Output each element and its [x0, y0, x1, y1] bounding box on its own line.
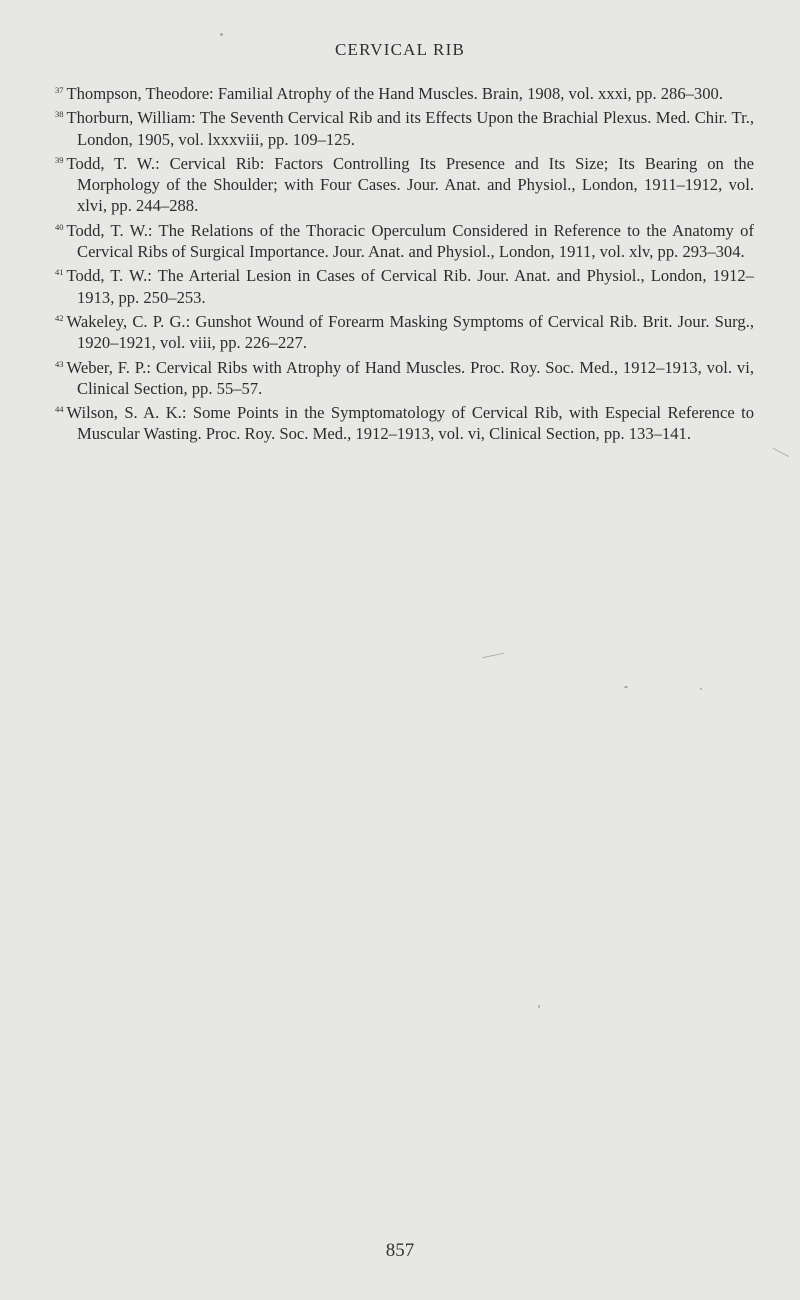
scan-scratch: [773, 448, 789, 457]
reference-text: Todd, T. W.: The Arterial Lesion in Cases of Cervical Rib. Jour. Anat. and Physiol., London, 1912–1913, pp. 250–253.: [66, 266, 754, 307]
reference-item: [44, 399, 754, 445]
reference-number: 41: [55, 267, 64, 278]
reference-number: 40: [55, 221, 64, 232]
reference-number: 37: [55, 85, 64, 95]
scan-speck: [220, 33, 223, 36]
reference-text: Wilson, S. A. K.: Some Points in the Symptomatology of Cervical Rib, with Especial Reference to Muscular Wasting. Proc. Roy. Soc. Med., 1912–1913, vol. vi, Clinical Section, pp. 133–141.: [66, 403, 754, 444]
reference-item: [44, 104, 754, 150]
reference-number: 43: [55, 358, 64, 369]
reference-number: 44: [55, 404, 64, 415]
reference-text: Thorburn, William: The Seventh Cervical Rib and its Effects Upon the Brachial Plexus. Med. Chir. Tr., London, 1905, vol. lxxxviii, pp. 109–125.: [66, 108, 754, 149]
scan-speck: [538, 1005, 540, 1008]
reference-text: Todd, T. W.: The Relations of the Thoracic Operculum Considered in Reference to the Anatomy of Cervical Ribs of Surgical Importance. Jour. Anat. and Physiol., London, 1911, vol. xlv, pp. 293–304.: [66, 220, 754, 262]
reference-number: 39: [55, 154, 64, 165]
reference-item: [44, 354, 754, 400]
reference-text: Thompson, Theodore: Familial Atrophy of the Hand Muscles. Brain, 1908, vol. xxxi, pp. 286–300.: [66, 84, 723, 103]
reference-item: [44, 308, 754, 354]
scan-scratch: [482, 653, 504, 659]
reference-text: Todd, T. W.: Cervical Rib: Factors Controlling Its Presence and Its Size; Its Bearing on the Morphology of the Shoulder; with Four Cases. Jour. Anat. and Physiol., London, 1911–1912, vol. xlvi, pp. 244–288.: [66, 153, 754, 216]
scan-speck: [624, 686, 628, 688]
reference-text: Wakeley, C. P. G.: Gunshot Wound of Forearm Masking Symptoms of Cervical Rib. Brit. Jour. Surg., 1920–1921, vol. viii, pp. 226–227.: [66, 311, 754, 353]
reference-item: [44, 80, 754, 104]
reference-item: [44, 217, 754, 263]
scan-speck: [700, 688, 702, 690]
reference-number: 38: [55, 109, 64, 120]
reference-list: [44, 80, 754, 445]
page-number: 857: [385, 1240, 415, 1261]
reference-number: 42: [55, 312, 64, 323]
reference-text: Weber, F. P.: Cervical Ribs with Atrophy of Hand Muscles. Proc. Roy. Soc. Med., 1912–1913, vol. vi, Clinical Section, pp. 55–57.: [66, 357, 754, 398]
reference-item: [44, 150, 754, 217]
reference-item: [44, 262, 754, 308]
running-head: CERVICAL RIB: [335, 40, 465, 59]
